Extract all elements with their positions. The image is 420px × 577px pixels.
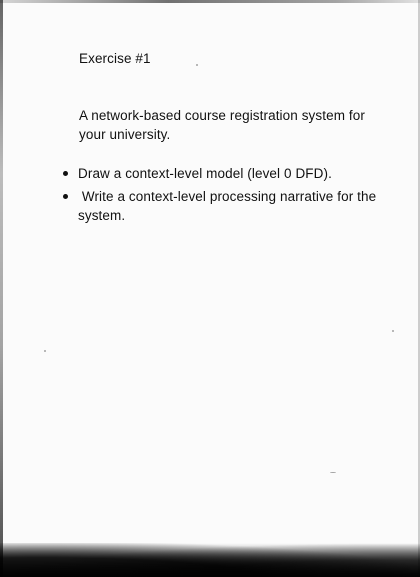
- task-text: Draw a context-level model (level 0 DFD).: [78, 166, 332, 181]
- scan-speck: [44, 350, 46, 352]
- list-item: [60, 164, 380, 183]
- scan-edge-top: [0, 0, 420, 3]
- page-title: Exercise #1: [79, 51, 151, 66]
- bullet-icon: [63, 194, 68, 199]
- scan-speck: [392, 330, 394, 332]
- list-item: [60, 187, 380, 225]
- exercise-description: A network-based course registration system for your university.: [79, 108, 365, 142]
- task-text: Write a context-level processing narrative for the system.: [78, 189, 381, 223]
- scan-speck: [330, 472, 336, 473]
- task-list: [60, 164, 380, 229]
- scan-edge-left: [0, 0, 3, 577]
- scan-speck: [196, 64, 198, 66]
- scan-edge-bottom: [0, 543, 420, 577]
- bullet-icon: [63, 171, 68, 176]
